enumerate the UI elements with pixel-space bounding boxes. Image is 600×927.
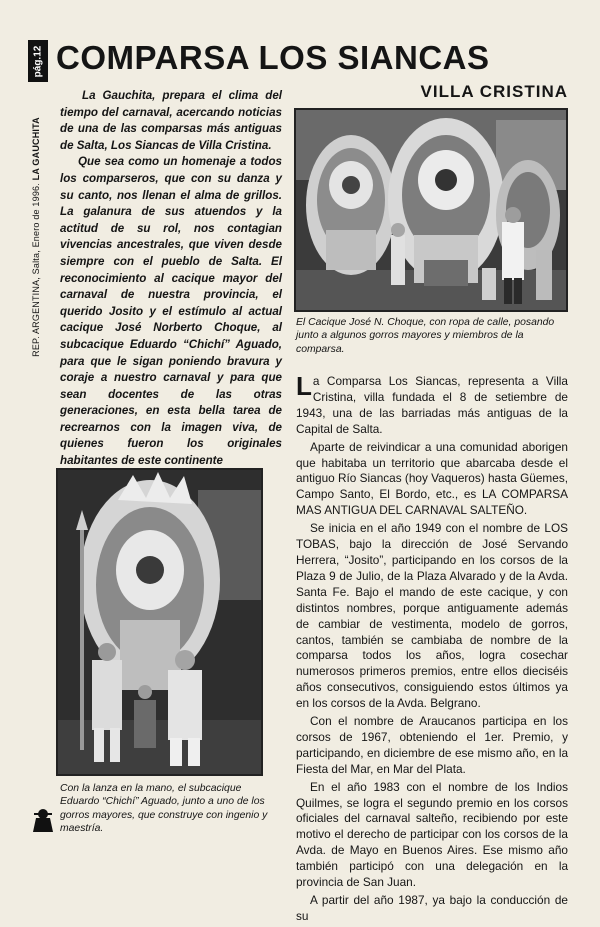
page-number: pág.12: [32, 45, 44, 77]
intro-paragraph-2: Que sea como un homenaje a todos los comparseros, que con su danza y su canto, nos llenan el alma de grillos. La galanura de sus atuendos y la actitud de su rol, nos contagian vivencias ancestrales, que viven desde siempre con el pueblo de Salta. El reconocimiento al cacique mayor del carnaval de nuestra provincia, el querido Josito y el estímulo al actual cacique José Norberto Choque, al subcacique Eduardo “Chichí” Aguado, para que le sigan poniendo bravura y coraje a nuestro carnaval y para que sean docentes de las otras generaciones, en esta bella tarea de recrearnos con la imagen viva, de quienes fueron los originales habitantes de este continente: [60, 155, 282, 468]
body-paragraph-2: Aparte de reivindicar a una comunidad aborigen que habitaba un territorio que abarcaba desde el antiguo Río Siancas (hoy Vaqueros) hasta Güemes, Campo Santo, El Bordo, etc., es LA COMPARSA MAS ANTIGUA DEL CARNAVAL SALTEÑO.: [296, 439, 568, 518]
body-paragraph-6: A partir del año 1987, ya bajo la conducción de su: [296, 893, 568, 923]
side-strip: [28, 40, 48, 370]
page-number-tab: [28, 40, 48, 82]
photo-subcacique: [56, 468, 263, 776]
intro-p1-text: , prepara el clima del tiempo del carnaval, acercando noticias de una de las comparsas más antiguas de Salta, Los Siancas de Villa Cristina.: [60, 89, 282, 152]
photo-cacique-group: [294, 108, 568, 312]
intro-paragraph-1: [60, 88, 282, 154]
caption-photo-subcacique: Con la lanza en la mano, el subcacique Eduardo “Chichí” Aguado, junto a uno de los gorros mayores, que construye con ingenio y maestría.: [60, 783, 268, 835]
credit-brand: LA GAUCHITA: [31, 117, 41, 181]
body-paragraph-5: En el año 1983 con el nombre de los Indios Quilmes, se logra el segundo premio en los corsos oficiales del carnaval salteño, recibiendo por este motivo el derecho de participar con los corsos de la Avda. de Mayo en Buenos Aires. Ese mismo año también participó con una delegación en la provincia de San Juan.: [296, 779, 568, 890]
body-paragraph-3: Se inicia en el año 1949 con el nombre de LOS TOBAS, bajo la dirección de José Servando Herrera, “Josito”, participando en los corsos de la Plaza 9 de Julio, de la Plaza Alvarado y de la Avda. Santa Fe. Bajo el mando de este cacique, y con distintos nombres, porque antiguamente además de cambiar de vestimenta, modelo de gorros, cantos, también se cambiaba de nombre de la comparsa todos los años, logra cosechar numerosos primeros premios, entre ellos dieciséis años consecutivos, consiguiendo estos últimos ya en los corsos de la Avda. Belgrano.: [296, 521, 568, 711]
body-paragraph-1: [296, 371, 568, 438]
caption-photo-cacique: El Cacique José N. Choque, con ropa de calle, posando junto a algunos gorros mayores y miembros de la comparsa.: [296, 317, 555, 355]
drop-cap: L: [296, 371, 312, 401]
gauchita-mascot-icon: [30, 806, 56, 836]
intro-column: [60, 88, 282, 470]
photo-cacique-group-image: [296, 110, 566, 310]
body-paragraph-4: Con el nombre de Araucanos participa en los corsos de 1967, obteniendo el 1er. Premio, y participando, en diciembre de ese mismo año, en la Fiesta del Mar, en Mar del Plata.: [296, 714, 568, 776]
publication-credit: [31, 77, 45, 397]
intro-lead-name: La Gauchita: [82, 89, 153, 102]
article-body: [296, 371, 568, 927]
article-title: COMPARSA LOS SIANCAS: [56, 39, 490, 76]
credit-place-date: REP. ARGENTINA, Salta, Enero de 1996.: [31, 180, 41, 357]
photo-subcacique-image: [58, 470, 261, 774]
article-subtitle: VILLA CRISTINA: [420, 82, 568, 101]
body-p1-text: a Comparsa Los Siancas, representa a Villa Cristina, villa fundada el 8 de setiembre de 1943, una de las barriadas más antiguas de la Capital de Salta.: [296, 374, 568, 436]
